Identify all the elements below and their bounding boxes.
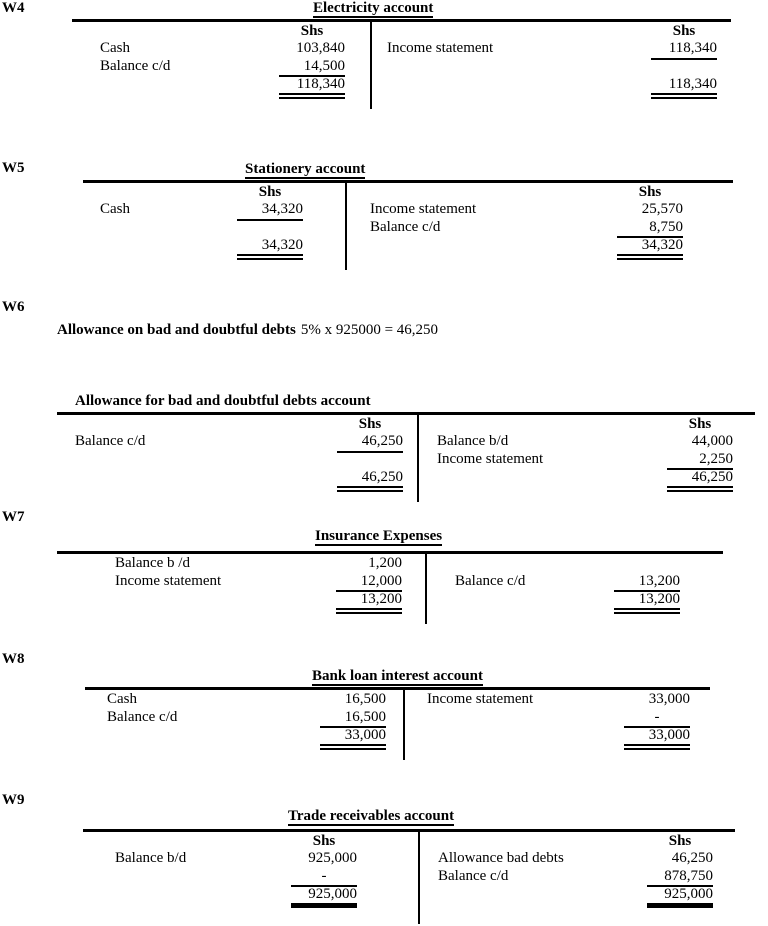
account-table-w9 bbox=[83, 829, 735, 924]
entry-label: Balance b/d bbox=[437, 433, 509, 449]
working-label-w5: W5 bbox=[2, 160, 25, 176]
account-title-w6: Allowance for bad and doubtful debts account bbox=[75, 393, 371, 409]
credit-side bbox=[370, 22, 731, 109]
account-title-w4: Electricity account bbox=[313, 0, 434, 16]
entry-amount: 103,840 bbox=[296, 40, 345, 56]
entry-row bbox=[405, 708, 710, 726]
entry-row bbox=[427, 554, 723, 572]
entry-amount: 16,500 bbox=[320, 709, 386, 728]
entry-label: Balance b/d bbox=[115, 850, 187, 866]
debit-side bbox=[57, 554, 425, 624]
entry-amount: 16,500 bbox=[344, 691, 386, 707]
account-title-w7: Insurance Expenses bbox=[315, 528, 443, 544]
entry-amount: - bbox=[624, 709, 690, 728]
credit-side bbox=[425, 554, 723, 624]
entry-amount: 925,000 bbox=[308, 850, 357, 866]
entry-row bbox=[347, 200, 733, 218]
entry-label: Balance c/d bbox=[100, 58, 171, 74]
entry-amount: 44,000 bbox=[691, 433, 733, 449]
entry-row bbox=[57, 572, 425, 590]
entry-row bbox=[405, 690, 710, 708]
total-amount: 118,340 bbox=[279, 76, 345, 99]
entry-amount: 1,200 bbox=[368, 555, 402, 571]
total-amount: 925,000 bbox=[647, 886, 713, 908]
shs-column-header: Shs bbox=[300, 23, 324, 39]
entry-amount bbox=[237, 219, 303, 221]
entry-row bbox=[85, 708, 403, 726]
entry-row bbox=[427, 572, 723, 590]
shs-column-header: Shs bbox=[638, 184, 662, 200]
entry-row bbox=[83, 867, 418, 885]
entry-amount: 46,250 bbox=[671, 850, 713, 866]
working-label-w8: W8 bbox=[2, 651, 25, 667]
entry-row bbox=[420, 849, 735, 867]
entry-label: Income statement bbox=[370, 201, 477, 217]
entry-amount: 34,320 bbox=[261, 201, 303, 217]
total-row bbox=[83, 236, 345, 257]
entry-row bbox=[57, 554, 425, 572]
total-amount: 34,320 bbox=[617, 237, 683, 260]
entry-label: Income statement bbox=[427, 691, 534, 707]
entry-amount: 12,000 bbox=[336, 573, 402, 592]
account-table-w8 bbox=[85, 687, 710, 760]
total-amount: 925,000 bbox=[291, 886, 357, 908]
entry-amount: 878,750 bbox=[647, 868, 713, 887]
total-amount: 46,250 bbox=[667, 469, 733, 492]
entry-row bbox=[419, 450, 755, 468]
entry-label: Balance c/d bbox=[107, 709, 178, 725]
allowance-note bbox=[57, 322, 438, 339]
debit-side bbox=[85, 690, 403, 760]
allowance-note-bold: Allowance on bad and doubtful debts bbox=[57, 322, 296, 338]
total-amount: 34,320 bbox=[237, 237, 303, 260]
entry-row bbox=[372, 57, 731, 75]
entry-row bbox=[57, 432, 417, 450]
account-title-w9: Trade receivables account bbox=[288, 808, 455, 824]
debit-side bbox=[57, 415, 417, 502]
account-table-w6 bbox=[57, 412, 755, 502]
working-label-w4: W4 bbox=[2, 0, 25, 16]
entry-amount: 13,200 bbox=[614, 573, 680, 592]
entry-row bbox=[420, 867, 735, 885]
total-row bbox=[372, 75, 731, 96]
total-row bbox=[57, 468, 417, 489]
total-row bbox=[83, 885, 418, 906]
entry-label: Cash bbox=[100, 201, 130, 217]
total-row bbox=[427, 590, 723, 611]
entry-row bbox=[83, 200, 345, 218]
entry-label: Cash bbox=[107, 691, 137, 707]
entry-row bbox=[72, 39, 370, 57]
entry-row bbox=[347, 218, 733, 236]
shs-column-header: Shs bbox=[258, 184, 282, 200]
header-row bbox=[57, 415, 417, 432]
shs-column-header: Shs bbox=[672, 23, 696, 39]
credit-side bbox=[403, 690, 710, 760]
entry-label: Balance c/d bbox=[75, 433, 146, 449]
entry-row bbox=[419, 432, 755, 450]
debit-side bbox=[72, 22, 370, 109]
header-row bbox=[72, 22, 370, 39]
entry-label: Cash bbox=[100, 40, 130, 56]
account-table-w4 bbox=[72, 19, 731, 109]
header-row bbox=[419, 415, 755, 432]
header-row bbox=[83, 183, 345, 200]
entry-amount: 14,500 bbox=[279, 58, 345, 77]
entry-label: Balance b /d bbox=[115, 555, 190, 571]
total-row bbox=[405, 726, 710, 747]
entry-row bbox=[85, 690, 403, 708]
entry-amount bbox=[337, 451, 403, 453]
total-row bbox=[72, 75, 370, 96]
entry-row bbox=[372, 39, 731, 57]
total-amount: 118,340 bbox=[651, 76, 717, 99]
entry-label: Income statement bbox=[115, 573, 222, 589]
entry-label: Balance c/d bbox=[370, 219, 441, 235]
credit-side bbox=[417, 415, 755, 502]
entry-row bbox=[57, 450, 417, 468]
shs-column-header: Shs bbox=[668, 833, 692, 849]
entry-amount: 8,750 bbox=[617, 219, 683, 238]
entry-label: Allowance bad debts bbox=[438, 850, 564, 866]
entry-row bbox=[72, 57, 370, 75]
account-title-w8: Bank loan interest account bbox=[312, 668, 483, 684]
account-table-w5 bbox=[83, 180, 733, 270]
total-amount: 33,000 bbox=[624, 727, 690, 750]
credit-side bbox=[345, 183, 733, 270]
entry-label: Income statement bbox=[387, 40, 494, 56]
debit-side bbox=[83, 183, 345, 270]
entry-label: Balance c/d bbox=[438, 868, 509, 884]
total-row bbox=[420, 885, 735, 906]
entry-amount bbox=[651, 58, 717, 60]
total-row bbox=[347, 236, 733, 257]
entry-amount: 2,250 bbox=[667, 451, 733, 470]
entry-amount: 118,340 bbox=[668, 40, 717, 56]
entry-amount: 25,570 bbox=[641, 201, 683, 217]
credit-side bbox=[418, 832, 735, 924]
account-title-w5: Stationery account bbox=[245, 161, 366, 177]
account-table-w7 bbox=[57, 551, 723, 624]
shs-column-header: Shs bbox=[688, 416, 712, 432]
entry-row bbox=[83, 849, 418, 867]
entry-label: Balance c/d bbox=[455, 573, 526, 589]
total-row bbox=[57, 590, 425, 611]
entry-label: Income statement bbox=[437, 451, 544, 467]
entry-amount: - bbox=[291, 868, 357, 887]
working-label-w7: W7 bbox=[2, 509, 25, 525]
total-amount: 46,250 bbox=[337, 469, 403, 492]
total-amount: 33,000 bbox=[320, 727, 386, 750]
working-label-w6: W6 bbox=[2, 299, 25, 315]
entry-amount: 33,000 bbox=[648, 691, 690, 707]
shs-column-header: Shs bbox=[358, 416, 382, 432]
header-row bbox=[83, 832, 418, 849]
entry-amount: 46,250 bbox=[361, 433, 403, 449]
total-row bbox=[85, 726, 403, 747]
total-row bbox=[419, 468, 755, 489]
total-amount: 13,200 bbox=[336, 591, 402, 614]
debit-side bbox=[83, 832, 418, 924]
working-label-w9: W9 bbox=[2, 792, 25, 808]
entry-row bbox=[83, 218, 345, 236]
allowance-note-formula: 5% x 925000 = 46,250 bbox=[300, 322, 439, 338]
header-row bbox=[420, 832, 735, 849]
header-row bbox=[347, 183, 733, 200]
header-row bbox=[372, 22, 731, 39]
shs-column-header: Shs bbox=[312, 833, 336, 849]
total-amount: 13,200 bbox=[614, 591, 680, 614]
